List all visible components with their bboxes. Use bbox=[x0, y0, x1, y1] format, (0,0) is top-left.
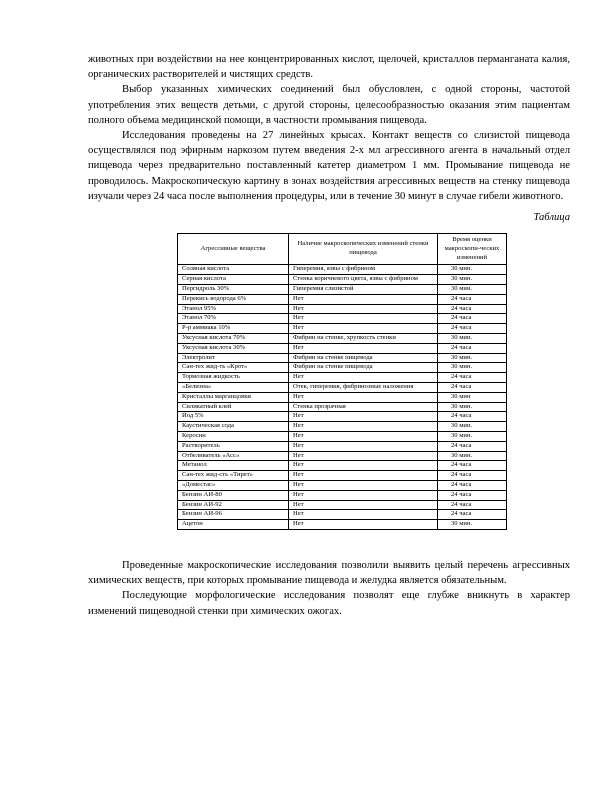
results-table bbox=[177, 233, 507, 530]
cell-changes: Нет bbox=[289, 314, 438, 324]
table-row bbox=[178, 431, 507, 441]
table-row bbox=[178, 412, 507, 422]
cell-changes: Фибрин на стенке пищевода bbox=[289, 353, 438, 363]
cell-changes: Стенка прозрачная bbox=[289, 402, 438, 412]
cell-time: 24 часа bbox=[438, 412, 507, 422]
cell-time: 30 мин. bbox=[438, 402, 507, 412]
cell-changes: Нет bbox=[289, 461, 438, 471]
table-row bbox=[178, 324, 507, 334]
cell-changes: Фибрин на стенке пищевода bbox=[289, 363, 438, 373]
cell-time: 30 мин. bbox=[438, 265, 507, 275]
cell-time: 24 часа bbox=[438, 480, 507, 490]
cell-substance: Пергидроль 30% bbox=[178, 285, 289, 295]
cell-changes: Нет bbox=[289, 510, 438, 520]
cell-substance: Уксусная кислота 70% bbox=[178, 334, 289, 344]
cell-substance: Отбеливатель «Асс» bbox=[178, 451, 289, 461]
cell-time: 24 часа bbox=[438, 343, 507, 353]
cell-time: 30 мин. bbox=[438, 431, 507, 441]
cell-changes: Нет bbox=[289, 441, 438, 451]
cell-changes: Нет bbox=[289, 500, 438, 510]
cell-changes: Нет bbox=[289, 520, 438, 530]
cell-time: 30 мин. bbox=[438, 451, 507, 461]
cell-time: 24 часа bbox=[438, 441, 507, 451]
cell-substance: Перекись водорода 6% bbox=[178, 294, 289, 304]
header-substance: Агрессивные вещества bbox=[178, 234, 289, 265]
cell-time: 24 часа bbox=[438, 471, 507, 481]
cell-time: 24 часа bbox=[438, 294, 507, 304]
cell-changes: Нет bbox=[289, 304, 438, 314]
cell-substance: «Доместас» bbox=[178, 480, 289, 490]
header-macroscopic-changes: Наличие макроскопических изменений стенки пищевода bbox=[289, 234, 438, 265]
cell-time: 24 часа bbox=[438, 314, 507, 324]
table-body bbox=[178, 265, 507, 530]
table-row bbox=[178, 471, 507, 481]
table-row bbox=[178, 422, 507, 432]
cell-time: 30 мин. bbox=[438, 334, 507, 344]
paragraph-conclusion: Проведенные макроскопические исследования позволили выявить целый перечень агрессивных химических веществ, при которых промывание пищевода и желудка является обязательным. bbox=[88, 559, 570, 587]
table-row bbox=[178, 382, 507, 392]
cell-substance: Растворитель bbox=[178, 441, 289, 451]
cell-substance: Уксусная кислота 30% bbox=[178, 343, 289, 353]
document-page bbox=[88, 52, 570, 619]
table-row bbox=[178, 510, 507, 520]
cell-changes: Нет bbox=[289, 412, 438, 422]
cell-substance: Сан-тех жид-сть «Тирет» bbox=[178, 471, 289, 481]
cell-changes: Нет bbox=[289, 373, 438, 383]
cell-substance: Этанол 95% bbox=[178, 304, 289, 314]
cell-changes: Фибрин на стенке, хрупкость стенки bbox=[289, 334, 438, 344]
table-row bbox=[178, 275, 507, 285]
cell-time: 30 мин. bbox=[438, 520, 507, 530]
table-row bbox=[178, 441, 507, 451]
paragraph-selection-rationale: Выбор указанных химических соединений был обусловлен, с одной стороны, частотой употребления этих веществ детьми, с другой стороны, целесообразностью оказания этим пациентам полного объема медицинской помощи, в частности промывания пищевода. bbox=[88, 84, 570, 126]
table-row bbox=[178, 480, 507, 490]
cell-substance: «Белизна» bbox=[178, 382, 289, 392]
cell-substance: Бензин АИ-92 bbox=[178, 500, 289, 510]
cell-time: 30 мин. bbox=[438, 275, 507, 285]
cell-time: 30 мин. bbox=[438, 422, 507, 432]
cell-changes: Нет bbox=[289, 480, 438, 490]
table-row bbox=[178, 520, 507, 530]
table-row bbox=[178, 392, 507, 402]
table-row bbox=[178, 451, 507, 461]
table-row bbox=[178, 353, 507, 363]
cell-time: 30 мин. bbox=[438, 363, 507, 373]
header-assessment-time: Время оценки макроскопи-ческих изменений bbox=[438, 234, 507, 265]
table-row bbox=[178, 334, 507, 344]
cell-substance: Сан-тех жид-ть «Крот» bbox=[178, 363, 289, 373]
cell-time: 30 мин. bbox=[438, 285, 507, 295]
cell-changes: Нет bbox=[289, 324, 438, 334]
cell-time: 24 часа bbox=[438, 500, 507, 510]
table-row bbox=[178, 402, 507, 412]
cell-substance: Этанол 70% bbox=[178, 314, 289, 324]
cell-substance: Р-р аммиака 10% bbox=[178, 324, 289, 334]
cell-substance: Метанол bbox=[178, 461, 289, 471]
cell-substance: Соляная кислота bbox=[178, 265, 289, 275]
cell-changes: Нет bbox=[289, 422, 438, 432]
cell-time: 30 мин bbox=[438, 392, 507, 402]
paragraph-further-research: Последующие морфологические исследования позволят еще глубже вникнуть в характер изменений пищеводной стенки при химических ожогах. bbox=[88, 590, 570, 617]
cell-substance: Силикатный клей bbox=[178, 402, 289, 412]
cell-changes: Нет bbox=[289, 471, 438, 481]
cell-time: 24 часа bbox=[438, 373, 507, 383]
cell-time: 24 часа bbox=[438, 304, 507, 314]
cell-time: 24 часа bbox=[438, 324, 507, 334]
cell-substance: Кристаллы марганцовки bbox=[178, 392, 289, 402]
table-row bbox=[178, 461, 507, 471]
cell-substance: Ацетон bbox=[178, 520, 289, 530]
cell-time: 30 мин. bbox=[438, 353, 507, 363]
cell-changes: Нет bbox=[289, 451, 438, 461]
cell-time: 24 часа bbox=[438, 510, 507, 520]
table-row bbox=[178, 343, 507, 353]
table-row bbox=[178, 285, 507, 295]
paragraph-methods: Исследования проведены на 27 линейных крысах. Контакт веществ со слизистой пищевода осуществлялся под эфирным наркозом путем введения 2-х мл агрессивного агента в начальный отдел пищевода через предварительно поставленный катетер диаметром 1 мм. Промывание пищевода не проводилось. Макроскопическую картину в зонах воздействия агрессивных веществ на стенку пищевода изучали через 24 часа после выполнения процедуры, или в течение 30 минут в случае гибели животного. bbox=[88, 130, 570, 202]
cell-time: 24 часа bbox=[438, 382, 507, 392]
cell-changes: Нет bbox=[289, 392, 438, 402]
table-row bbox=[178, 294, 507, 304]
table-row bbox=[178, 265, 507, 275]
cell-changes: Нет bbox=[289, 431, 438, 441]
paragraph-intro-continuation: животных при воздействии на нее концентрированных кислот, щелочей, кристаллов перманганата калия, органических растворителей и чистящих средств. bbox=[88, 54, 570, 81]
cell-changes: Гиперемия слизистой bbox=[289, 285, 438, 295]
cell-time: 24 часа bbox=[438, 461, 507, 471]
table-header-row bbox=[178, 234, 507, 265]
cell-substance: Йод 5% bbox=[178, 412, 289, 422]
cell-changes: Отек, гиперемия, фибринозные наложения bbox=[289, 382, 438, 392]
cell-changes: Гиперемия, язвы с фибрином bbox=[289, 265, 438, 275]
table-row bbox=[178, 373, 507, 383]
table-caption: Таблица bbox=[533, 212, 570, 224]
cell-substance: Серная кислота bbox=[178, 275, 289, 285]
cell-substance: Каустическая сода bbox=[178, 422, 289, 432]
cell-changes: Стенка коричневого цвета, язвы с фибрином bbox=[289, 275, 438, 285]
table-row bbox=[178, 363, 507, 373]
table-row bbox=[178, 314, 507, 324]
table-row bbox=[178, 490, 507, 500]
cell-time: 24 часа bbox=[438, 490, 507, 500]
cell-substance: Электролит bbox=[178, 353, 289, 363]
cell-substance: Бензин АИ-80 bbox=[178, 490, 289, 500]
cell-changes: Нет bbox=[289, 490, 438, 500]
table-row bbox=[178, 304, 507, 314]
cell-substance: Бензин АИ-96 bbox=[178, 510, 289, 520]
cell-substance: Тормозная жидкость bbox=[178, 373, 289, 383]
cell-substance: Керосин bbox=[178, 431, 289, 441]
cell-changes: Нет bbox=[289, 343, 438, 353]
table-row bbox=[178, 500, 507, 510]
cell-changes: Нет bbox=[289, 294, 438, 304]
